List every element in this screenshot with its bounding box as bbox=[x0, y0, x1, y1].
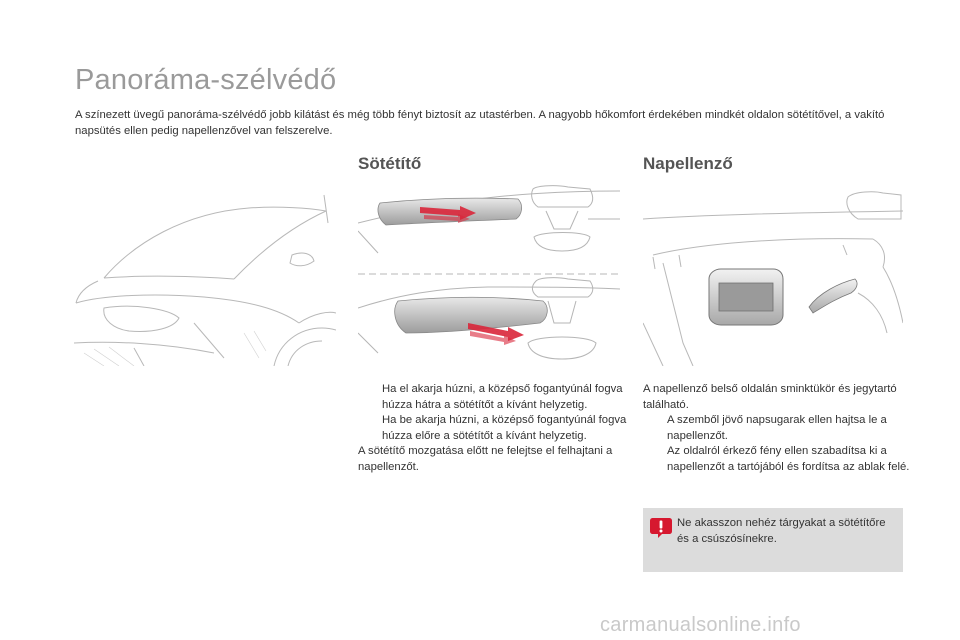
list-item bbox=[358, 413, 633, 444]
bullet-text: Az oldalról érkező fény ellen szabadítsa ki a napellenzőt a tartójából és fordítsa az ablak felé. bbox=[667, 445, 910, 473]
warning-box bbox=[643, 508, 903, 572]
list-item bbox=[643, 444, 913, 475]
visor-illustration bbox=[643, 183, 903, 366]
bullet-icon bbox=[358, 413, 382, 444]
bullet-text: Ha be akarja húzni, a középső fogantyúnál fogva húzza előre a sötétítőt a kívánt helyzetig. bbox=[382, 414, 627, 442]
watermark: carmanualsonline.info bbox=[600, 614, 801, 636]
intro-paragraph: A színezett üvegű panoráma-szélvédő jobb kilátást és még több fényt biztosít az utastérben. A nagyobb hőkomfort érdekében mindkét oldalon sötétítővel, a vakító napsütés ellen pedig napellenzővel van felszerelve. bbox=[75, 109, 885, 137]
car-windshield-illustration bbox=[74, 183, 336, 366]
bullet-icon bbox=[643, 413, 667, 444]
napellenzo-heading: Napellenző bbox=[643, 154, 733, 173]
warning-exclamation-icon bbox=[649, 517, 673, 539]
list-item bbox=[643, 413, 913, 444]
napellenzo-text-block bbox=[643, 382, 913, 475]
sotetito-note: A sötétítő mozgatása előtt ne felejtse el felhajtani a napellenzőt. bbox=[358, 445, 613, 473]
sotetito-heading: Sötétítő bbox=[358, 154, 422, 173]
bullet-icon bbox=[358, 382, 382, 413]
page-title: Panoráma-szélvédő bbox=[75, 64, 337, 96]
warning-text: Ne akasszon nehéz tárgyakat a sötétítőre és a csúszósínekre. bbox=[677, 517, 886, 545]
bullet-text: Ha el akarja húzni, a középső fogantyúnál fogva húzza hátra a sötétítőt a kívánt helyzetig. bbox=[382, 383, 623, 411]
list-item bbox=[358, 382, 633, 413]
bullet-text: A szemből jövő napsugarak ellen hajtsa le a napellenzőt. bbox=[667, 414, 887, 442]
sotetito-text-block bbox=[358, 382, 633, 475]
shade-illustration bbox=[358, 183, 620, 366]
napellenzo-intro: A napellenző belső oldalán sminktükör és jegytartó található. bbox=[643, 383, 897, 411]
bullet-icon bbox=[643, 444, 667, 475]
